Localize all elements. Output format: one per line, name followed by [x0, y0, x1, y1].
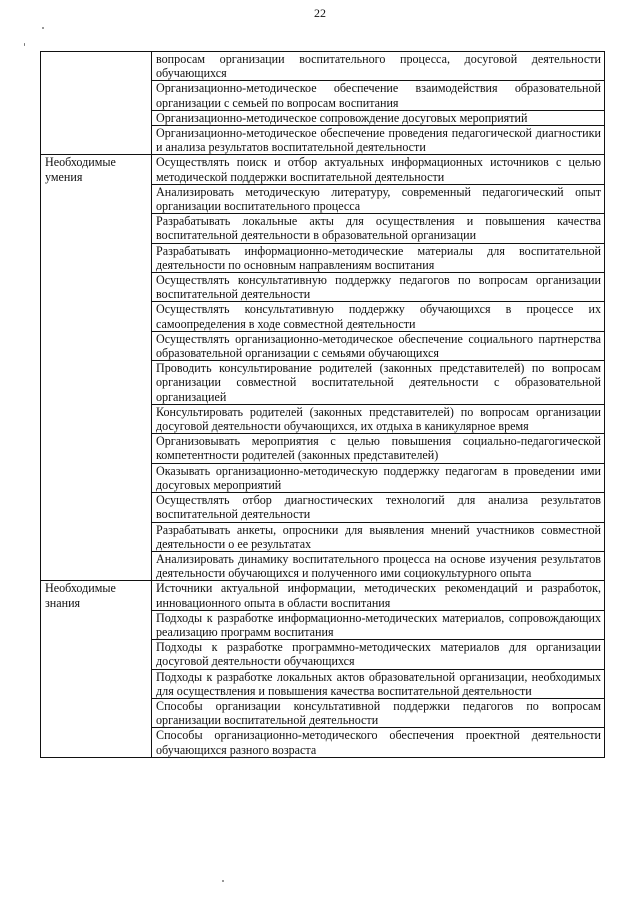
- requirement-cell: Анализировать динамику воспитательного процесса на основе изучения результатов деятельности обучающихся и полученного ими социокультурного опыта: [152, 551, 605, 580]
- requirement-cell: Подходы к разработке локальных актов образовательной организации, необходимых для осуществления и повышения качества воспитательной деятельности: [152, 669, 605, 698]
- table-row: [41, 155, 605, 184]
- section-label: [41, 52, 152, 155]
- requirement-cell: Разрабатывать информационно-методические материалы для воспитательной деятельности по основным направлениям воспитания: [152, 243, 605, 272]
- requirement-cell: Подходы к разработке программно-методических материалов для организации досуговой деятельности обучающихся: [152, 640, 605, 669]
- section-label: Необходимые умения: [41, 155, 152, 581]
- requirement-cell: Источники актуальной информации, методических рекомендаций и разработок, инновационного опыта в области воспитания: [152, 581, 605, 610]
- requirement-cell: Организовывать мероприятия с целью повышения социально-педагогической компетентности родителей (законных представителей): [152, 434, 605, 463]
- requirement-cell: Организационно-методическое сопровождение досуговых мероприятий: [152, 110, 605, 125]
- requirement-cell: Способы организации консультативной поддержки педагогов по вопросам организации воспитательной деятельности: [152, 698, 605, 727]
- requirement-cell: Анализировать методическую литературу, современный педагогический опыт организации воспитательного процесса: [152, 184, 605, 213]
- scan-speck: [24, 43, 25, 46]
- table-row: [41, 52, 605, 81]
- table-row: [41, 581, 605, 610]
- requirements-table: [40, 51, 605, 758]
- requirement-cell: Консультировать родителей (законных представителей) по вопросам организации досуговой деятельности обучающихся, их отдыха в каникулярное время: [152, 404, 605, 433]
- requirement-cell: вопросам организации воспитательного процесса, досуговой деятельности обучающихся: [152, 52, 605, 81]
- scan-speck: [222, 880, 224, 882]
- requirement-cell: Осуществлять поиск и отбор актуальных информационных источников с целью методической поддержки воспитательной деятельности: [152, 155, 605, 184]
- requirement-cell: Разрабатывать анкеты, опросники для выявления мнений участников совместной деятельности о ее результатах: [152, 522, 605, 551]
- requirement-cell: Способы организационно-методического обеспечения проектной деятельности обучающихся разного возраста: [152, 728, 605, 757]
- page-number: 22: [314, 6, 326, 20]
- requirement-cell: Осуществлять консультативную поддержку обучающихся в процессе их самоопределения в ходе совместной деятельности: [152, 302, 605, 331]
- requirement-cell: Оказывать организационно-методическую поддержку педагогам в проведении ими досуговых мероприятий: [152, 463, 605, 492]
- requirement-cell: Осуществлять организационно-методическое обеспечение социального партнерства образовательной организации с семьями обучающихся: [152, 331, 605, 360]
- section-label: Необходимые знания: [41, 581, 152, 757]
- requirement-cell: Разрабатывать локальные акты для осуществления и повышения качества воспитательной деятельности в образовательной организации: [152, 214, 605, 243]
- requirement-cell: Осуществлять консультативную поддержку педагогов по вопросам организации воспитательной деятельности: [152, 273, 605, 302]
- requirement-cell: Подходы к разработке информационно-методических материалов, сопровождающих реализацию программ воспитания: [152, 610, 605, 639]
- requirement-cell: Организационно-методическое обеспечение взаимодействия образовательной организации с семьей по вопросам воспитания: [152, 81, 605, 110]
- scan-speck: [42, 27, 44, 29]
- requirements-table-body: [41, 52, 605, 758]
- requirement-cell: Осуществлять отбор диагностических технологий для анализа результатов воспитательной деятельности: [152, 493, 605, 522]
- requirement-cell: Проводить консультирование родителей (законных представителей) по вопросам организации совместной воспитательной деятельности с образовательной организацией: [152, 361, 605, 405]
- requirement-cell: Организационно-методическое обеспечение проведения педагогической диагностики и анализа результатов воспитательной деятельности: [152, 126, 605, 155]
